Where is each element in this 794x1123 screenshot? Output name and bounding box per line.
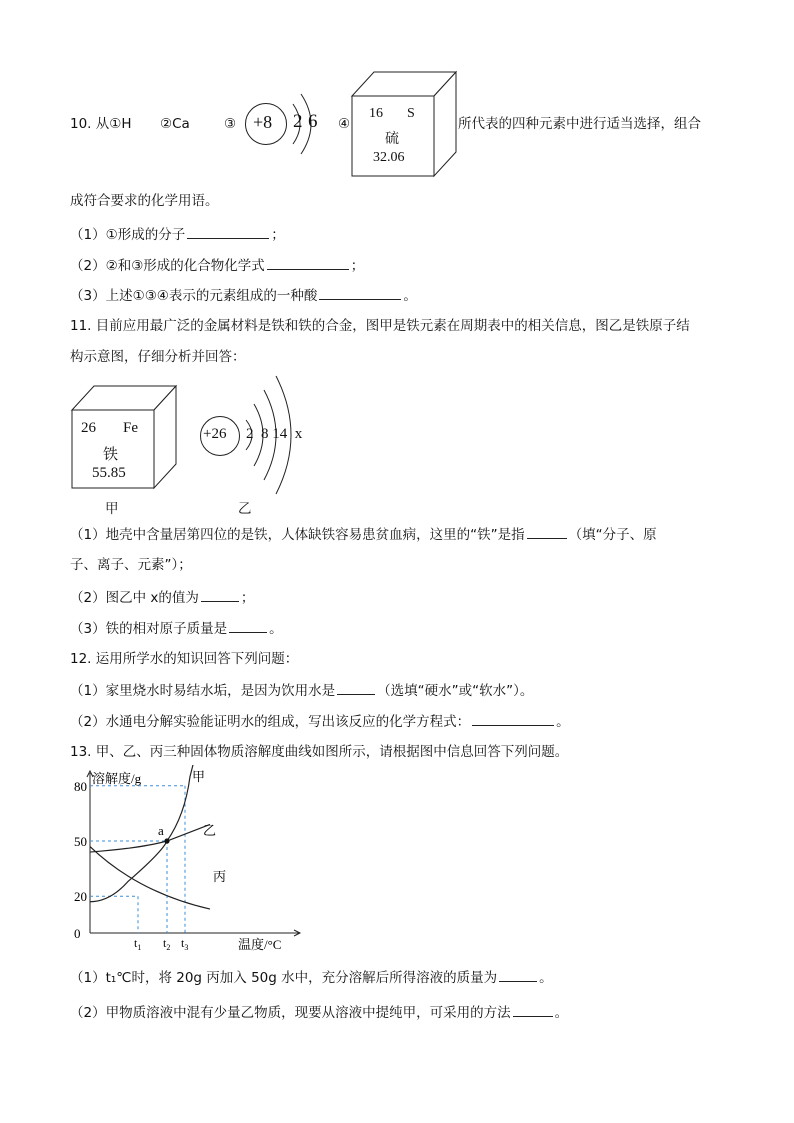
q10-sub1-text: （1）①形成的分子: [70, 227, 186, 243]
answer-blank[interactable]: [319, 285, 401, 300]
element-number: 16: [369, 106, 383, 121]
q12-line1: 12. 运用所学水的知识回答下列问题：: [70, 651, 299, 667]
solubility-chart: [60, 765, 310, 955]
q13-sub2-text: （2）甲物质溶液中混有少量乙物质，现要从溶液中提纯甲，可采用的方法: [70, 1005, 511, 1021]
answer-blank[interactable]: [513, 1002, 553, 1017]
q10-sub2: [70, 255, 364, 276]
shell1-count: 2: [293, 111, 303, 132]
nucleus-charge: +26: [203, 426, 227, 442]
q10-item3-mark: ③: [224, 116, 237, 132]
y-tick-label: 50: [74, 834, 87, 849]
q10-item4-mark: ④: [338, 116, 351, 132]
y-tick-label: 0: [74, 926, 81, 941]
q13-sub1: [70, 967, 553, 988]
q10-item2: ②Ca: [160, 116, 190, 132]
punct: ；: [271, 227, 285, 243]
shell2-count: 6: [308, 111, 318, 132]
punct: ；: [240, 590, 255, 606]
q11-sub1a: [70, 524, 657, 545]
q12-sub2: [70, 711, 570, 732]
element-name: 硫: [385, 131, 399, 147]
q13-sub1-text: （1）t₁℃时，将 20g 丙加入 50g 水中，充分溶解后所得溶液的质量为: [70, 970, 498, 986]
punct: ；: [350, 258, 365, 274]
fe-number: 26: [81, 420, 96, 436]
q11-sub3-text: （3）铁的相对原子质量是: [70, 621, 228, 637]
series-label: 乙: [203, 823, 217, 838]
label-yi: 乙: [238, 501, 252, 517]
label-jia: 甲: [105, 501, 119, 517]
q10-line2: 成符合要求的化学用语。: [70, 193, 219, 209]
q11-sub1a-text: （1）地壳中含量居第四位的是铁，人体缺铁容易患贫血病，这里的“铁”是指: [70, 527, 525, 543]
answer-blank[interactable]: [337, 680, 375, 695]
answer-blank[interactable]: [472, 711, 554, 726]
q12-sub2-text: （2）水通电分解实验能证明水的组成，写出该反应的化学方程式：: [70, 714, 471, 730]
q10-suffix: 所代表的四种元素中进行适当选择，组合: [458, 116, 701, 132]
answer-blank[interactable]: [229, 618, 267, 633]
q13-sub2: [70, 1002, 568, 1023]
q11-line2: 构示意图，仔细分析并回答：: [70, 349, 246, 365]
y-tick-label: 80: [74, 778, 87, 794]
intersection-label: a: [158, 823, 164, 838]
answer-blank[interactable]: [267, 255, 349, 270]
answer-blank[interactable]: [187, 224, 269, 239]
q11-line1: 11. 目前应用最广泛的金属材料是铁和铁的合金，图甲是铁元素在周期表中的相关信息，图乙是铁原子结: [70, 318, 690, 334]
punct: 。: [554, 1005, 569, 1021]
shell-counts: 2 8 14 x: [246, 426, 303, 442]
q10-prefix: 10. 从①H: [70, 116, 132, 132]
series-label: 丙: [213, 869, 227, 884]
element-symbol: S: [407, 106, 415, 121]
element-cube-sulfur: [350, 68, 460, 178]
q12-sub1-end: （选填“硬水”或“软水”）。: [377, 683, 534, 699]
punct: 。: [269, 621, 283, 637]
punct: 。: [539, 970, 553, 986]
punct: 。: [403, 288, 417, 304]
intersection-point: [164, 838, 169, 843]
punct: 。: [556, 714, 570, 730]
q11-sub3: [70, 618, 283, 639]
q12-sub1: [70, 680, 533, 701]
q10-sub1: [70, 224, 285, 245]
q10-sub3: [70, 285, 417, 306]
x-tick-label: $t_3$: [181, 936, 189, 952]
fe-mass: 55.85: [92, 465, 126, 481]
q12-sub1-text: （1）家里烧水时易结水垢，是因为饮用水是: [70, 683, 336, 699]
nucleus-charge: +8: [253, 112, 273, 132]
x-tick-label: $t_2$: [163, 936, 171, 952]
element-mass: 32.06: [373, 150, 405, 165]
x-tick-label: $t_1$: [134, 936, 142, 952]
q11-sub1a-end: （填“分子、原: [568, 527, 657, 543]
curve-bing: [90, 847, 210, 910]
q10-sub3-text: （3）上述①③④表示的元素组成的一种酸: [70, 288, 318, 304]
fe-name: 铁: [103, 445, 119, 463]
answer-blank[interactable]: [527, 524, 567, 539]
y-tick-label: 20: [74, 889, 87, 905]
answer-blank[interactable]: [201, 587, 239, 602]
q11-sub1b: 子、离子、元素”）；: [70, 557, 192, 573]
q11-sub2-text: （2）图乙中 x的值为: [70, 590, 199, 606]
q11-sub2: [70, 587, 254, 608]
fe-symbol: Fe: [123, 420, 138, 436]
q10-sub2-text: （2）②和③形成的化合物化学式: [70, 258, 265, 274]
answer-blank[interactable]: [499, 967, 537, 982]
y-axis-label: 溶解度/g: [92, 771, 142, 786]
series-label: 甲: [192, 769, 206, 784]
curve-yi: [90, 824, 210, 852]
q13-line1: 13. 甲、乙、丙三种固体物质溶解度曲线如图所示，请根据图中信息回答下列问题。: [70, 744, 569, 760]
x-axis-label: 温度/°C: [238, 937, 282, 952]
